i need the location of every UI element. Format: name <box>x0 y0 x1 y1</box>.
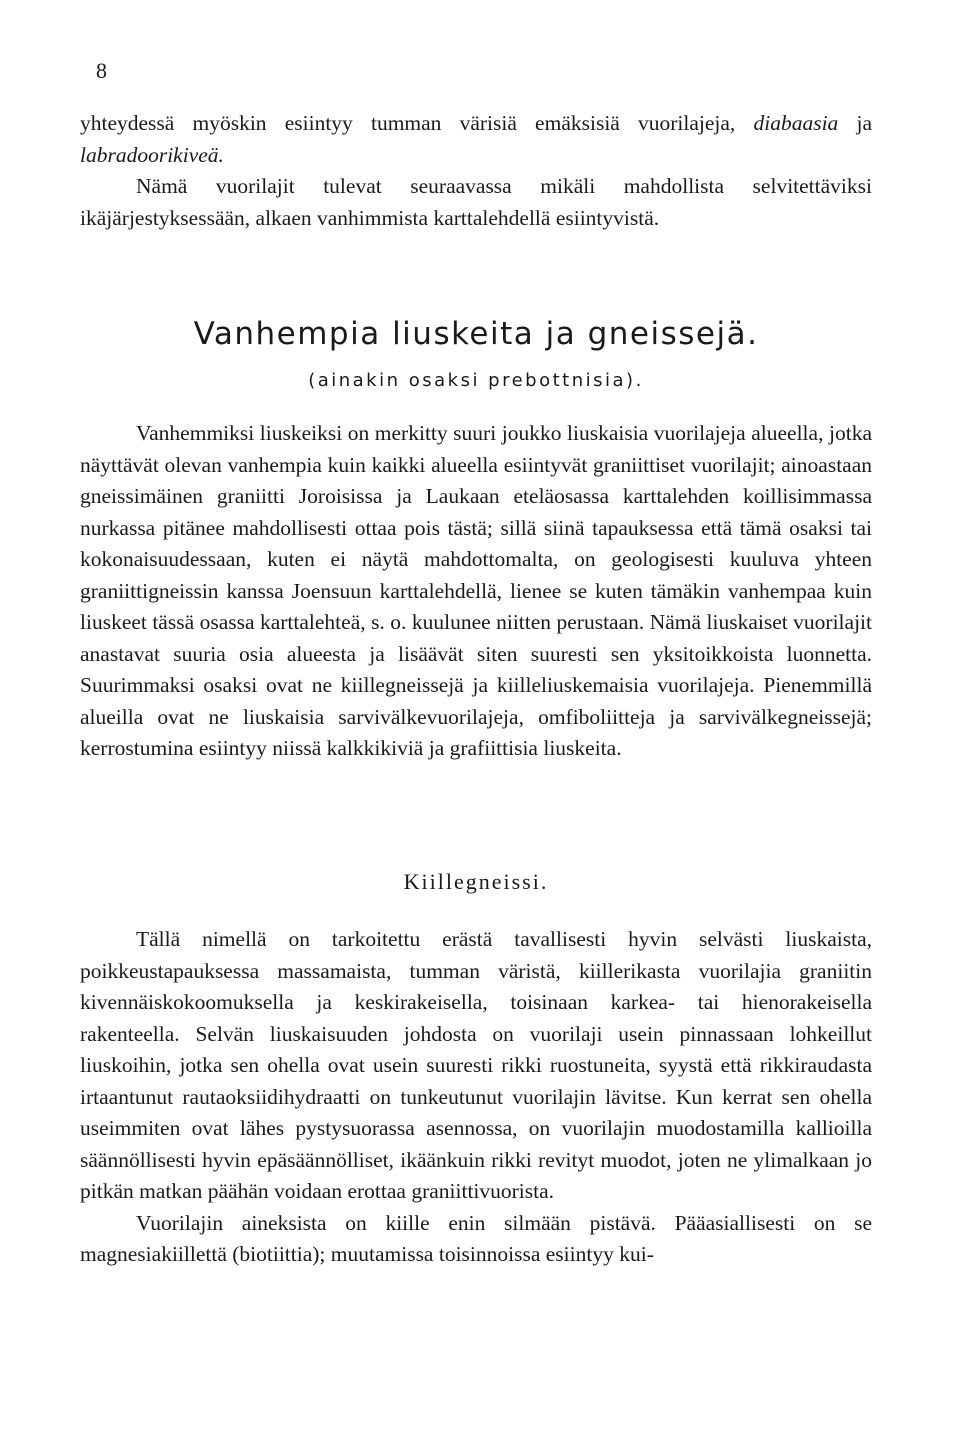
section-2-paragraph-1: Tällä nimellä on tarkoitettu erästä tavallisesti hyvin selvästi liuskaista, poikkeustapauksessa massamaista, tumman väristä, kiillerikasta vuorilajia graniitin kivennäiskokoomuksella ja keskirakeisella, toisinaan karkea- tai hienorakeisella rakenteella. Selvän liuskaisuuden johdosta on vuorilaji usein pinnassaan lohkeillut liuskoihin, jotka sen ohella ovat usein suuresti rikki ruostuneita, syystä että rikkiraudasta irtaantunut rautaoksiidihydraatti on tunkeutunut vuorilajin lävitse. Kun kerrat sen ohella useimmiten ovat lähes pystysuorassa asennossa, on vuorilajin muodostamilla kallioilla säännöllisesti hyvin epäsäännölliset, ikäänkuin rikki revityt muodot, joten ne ylimalkaan jo pitkän matkan päähän voidaan erottaa graniittivuorista. <box>80 927 872 1203</box>
intro-text <box>80 108 872 234</box>
section-heading-kiillegneissi: Kiillegneissi. <box>403 869 549 894</box>
section-1-paragraph-1: Vanhemmiksi liuskeiksi on merkitty suuri joukko liuskaisia vuorilajeja alueella, jotka näyttävät olevan vanhempia kuin kaikki alueella esiintyvät graniittiset vuorilajit; ainoastaan gneissimäinen graniitti Joroisissa ja Laukaan eteläosassa karttalehden koillisimmassa nurkassa pitänee mahdollisesti ottaa pois tästä; sillä siinä tapauksessa että tämä osaksi tai kokonaisuudessaan, kuten ei näytä mahdottomalta, on geologisesti kuuluva yhteen graniittigneissin kanssa Joensuun karttalehdellä, lienee se kuten tämäkin vanhempaa kuin liuskeet tässä osassa karttalehteä, s. o. kuulunee niitten perustaan. Nämä liuskaiset vuorilajit anastavat suuria osia alueesta ja lisäävät siten suuresti sen yksitoikkoista luonnetta. Suurimmaksi osaksi ovat ne kiillegneissejä ja kiilleliuskemaisia vuorilajeja. Pienemmillä alueilla ovat ne liuskaisia sarvivälkevuorilajeja, omfiboliitteja ja sarvivälkegneissejä; kerrostumina esiintyy niissä kalkkikiviä ja grafiittisia liuskeita. <box>80 421 872 760</box>
section-2-paragraph-2: Vuorilajin aineksista on kiille enin silmään pistävä. Pääasiallisesti on se magnesiakiillettä (biotiittia); muutamissa toisinnoissa esiintyy kui- <box>80 1210 872 1266</box>
term-labradoorikivi: labradoorikiveä. <box>80 142 224 167</box>
intro-paragraph-2: Nämä vuorilajit tulevat seuraavassa mikäli mahdollista selvitettäviksi ikäjärjestyksessään, alkaen vanhimmista karttalehdellä esiintyvistä. <box>80 174 872 230</box>
section-2-body <box>80 924 872 1271</box>
section-heading-vanhempia-liuskeita: Vanhempia liuskeita ja gneissejä. <box>193 316 759 352</box>
conjunction: ja <box>838 111 872 135</box>
page-number: 8 <box>96 58 107 83</box>
intro-paragraph-1 <box>80 108 872 171</box>
intro-paragraph-1-text: yhteydessä myöskin esiintyy tumman värisiä emäksisiä vuorilajeja, <box>80 111 754 135</box>
section-subheading-prebottnisia: (ainakin osaksi prebottnisia). <box>308 370 644 391</box>
document-page <box>80 0 872 1447</box>
section-1-body <box>80 418 872 765</box>
term-diabaasi: diabaasia <box>753 111 839 135</box>
